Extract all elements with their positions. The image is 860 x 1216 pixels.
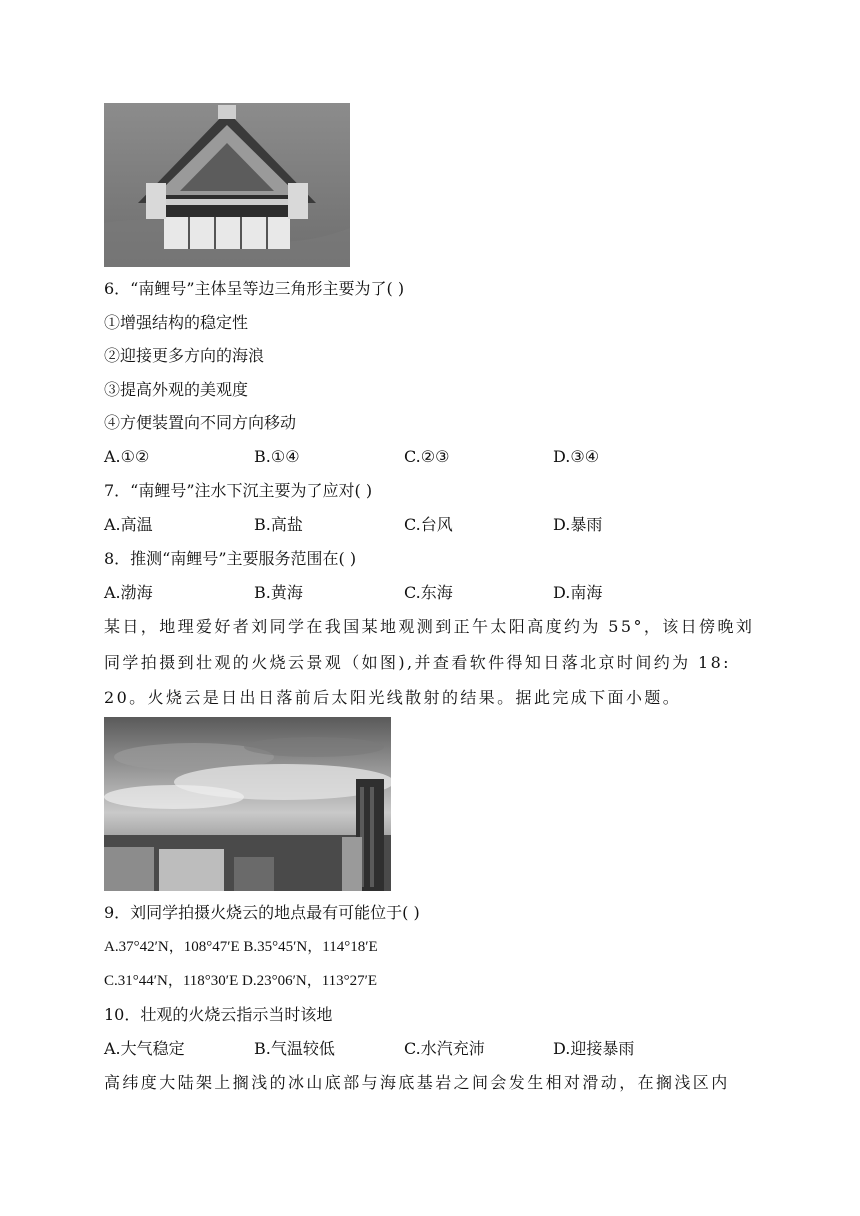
q6-option-c[interactable]: C.②③ [404,447,450,466]
q7-option-c[interactable]: C.台风 [404,515,453,534]
sunset-clouds-photo [104,717,391,891]
q9-options-line-2[interactable]: C.31°44′N，118°30′E D.23°06′N，113°27′E [104,973,378,989]
q6-option-a[interactable]: A.①② [104,447,150,466]
q9-stem: 9．刘同学拍摄火烧云的地点最有可能位于( ) [104,903,420,922]
passage2-line-2: 同学拍摄到壮观的火烧云景观（如图),并查看软件得知日落北京时间约为 18: [104,653,731,672]
q8-option-c[interactable]: C.东海 [404,583,453,602]
passage3-line-1: 高纬度大陆架上搁浅的冰山底部与海底基岩之间会发生相对滑动，在搁浅区内 [104,1073,730,1092]
q6-statement-3: ③提高外观的美观度 [104,380,249,399]
q8-option-d[interactable]: D.南海 [553,583,603,602]
q6-statement-4: ④方便装置向不同方向移动 [104,413,297,432]
q7-option-d[interactable]: D.暴雨 [553,515,603,534]
q6-statement-1: ①增强结构的稳定性 [104,313,249,332]
q7-option-a[interactable]: A.高温 [104,515,153,534]
q7-option-b[interactable]: B.高盐 [254,515,303,534]
passage2-line-3: 20。火烧云是日出日落前后太阳光线散射的结果。据此完成下面小题。 [104,688,682,707]
q6-option-b[interactable]: B.①④ [254,447,300,466]
q10-stem: 10．壮观的火烧云指示当时该地 [104,1005,333,1024]
q8-option-b[interactable]: B.黄海 [254,583,303,602]
q6-stem: 6．“南鲤号”主体呈等边三角形主要为了( ) [104,279,405,298]
q10-option-a[interactable]: A.大气稳定 [104,1039,185,1058]
q10-option-b[interactable]: B.气温较低 [254,1039,335,1058]
q7-stem: 7．“南鲤号”注水下沉主要为了应对( ) [104,481,373,500]
q6-option-d[interactable]: D.③④ [553,447,600,466]
q8-option-a[interactable]: A.渤海 [104,583,153,602]
platform-photo [104,103,350,267]
q6-statement-2: ②迎接更多方向的海浪 [104,346,265,365]
passage2-line-1: 某日，地理爱好者刘同学在我国某地观测到正午太阳高度约为 55°，该日傍晚刘 [104,617,755,636]
q8-stem: 8．推测“南鲤号”主要服务范围在( ) [104,549,357,568]
q10-option-d[interactable]: D.迎接暴雨 [553,1039,635,1058]
q9-options-line-1[interactable]: A.37°42′N，108°47′E B.35°45′N，114°18′E [104,939,378,955]
q10-option-c[interactable]: C.水汽充沛 [404,1039,485,1058]
